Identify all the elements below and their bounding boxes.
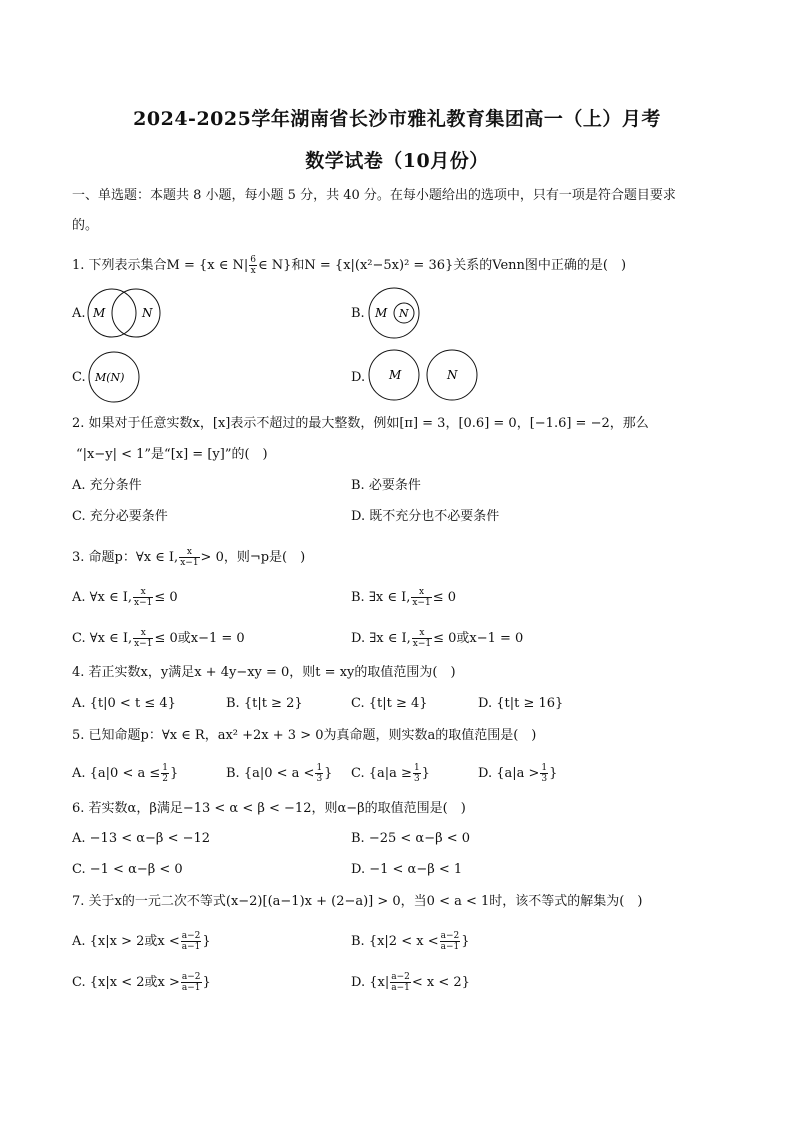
venn-b-label-m: M (375, 306, 388, 320)
section-instruction-cont: 的。 (72, 218, 99, 233)
q3-option-a-num: x (133, 587, 153, 598)
q6-option-a: A. −13 < α−β < −12 (72, 831, 211, 846)
venn-a-label-n: N (142, 306, 153, 320)
q3-option-a-part-b: ≤ 0 (154, 590, 178, 605)
section-instruction: 一、单选题：本题共 8 小题，每小题 5 分，共 40 分。在每小题给出的选项中，只有一项是符合题目要求 (72, 188, 676, 203)
exam-subtitle: 数学试卷（10月份） (305, 150, 489, 172)
question-2-stem: 2. 如果对于任意实数x，[x]表示不超过的最大整数，例如[π] = 3，[0.6] = 0，[−1.6] = −2，那么 (72, 416, 649, 431)
q1-stem-part-b: ∈ N}和N = {x|(x²−5x)² = 36}关系的Venn图中正确的是( ) (257, 258, 627, 273)
venn-a-label-m: M (93, 306, 106, 320)
q7-option-d-fraction (390, 972, 411, 993)
q3-option-d-den: x−1 (412, 639, 432, 649)
q5-option-b-part-a: B. {a|0 < a < (226, 766, 315, 781)
q7-option-d-part-a: D. {x| (351, 975, 390, 990)
q2-option-c: C. 充分必要条件 (72, 509, 168, 524)
q5-option-a-den: 2 (162, 774, 168, 784)
q3-option-d-fraction (412, 628, 432, 649)
q7-option-b-den: a−1 (440, 942, 460, 952)
q4-option-a: A. {t|0 < t ≤ 4} (72, 696, 176, 711)
q3-option-d-part-a: D. ∃x ∈ I, (351, 631, 411, 646)
q7-option-c (72, 972, 211, 993)
venn-diagram-b (368, 287, 424, 341)
q5-option-c-part-a: C. {a|a ≥ (351, 766, 412, 781)
q3-option-a-fraction (133, 587, 153, 608)
q2-option-b: B. 必要条件 (351, 478, 421, 493)
q5-option-b-part-b: } (324, 766, 333, 781)
q3-stem-part-b: > 0，则¬p是( ) (200, 550, 306, 565)
q1-stem-part-a: 1. 下列表示集合M = {x ∈ N| (72, 258, 249, 273)
q3-option-b-den: x−1 (412, 598, 431, 608)
q5-option-b-fraction (315, 763, 323, 784)
question-3-stem (72, 547, 305, 568)
venn-c-label-mn: M(N) (95, 371, 125, 384)
q3-fraction (179, 547, 199, 568)
q7-option-d-den: a−1 (391, 983, 410, 993)
q5-option-d-part-b: } (549, 766, 558, 781)
q3-option-c-den: x−1 (134, 639, 153, 649)
exam-title: 2024-2025学年湖南省长沙市雅礼教育集团高一（上）月考 (133, 108, 661, 130)
q5-option-c-den: 3 (413, 774, 420, 784)
q5-option-b (226, 763, 332, 784)
venn-diagram-a (86, 287, 166, 339)
q6-option-d: D. −1 < α−β < 1 (351, 862, 463, 877)
q5-option-d-part-a: D. {a|a > (478, 766, 540, 781)
q3-option-c (72, 628, 245, 649)
q1-option-b-label: B. (351, 306, 365, 321)
q4-option-d: D. {t|t ≥ 16} (478, 696, 564, 711)
q4-option-c: C. {t|t ≥ 4} (351, 696, 428, 711)
q5-option-a-fraction (161, 763, 169, 784)
q7-option-a-part-a: A. {x|x > 2或x < (72, 934, 180, 949)
q4-option-b: B. {t|t ≥ 2} (226, 696, 303, 711)
q7-option-b-part-b: } (461, 934, 470, 949)
q7-option-c-part-a: C. {x|x < 2或x > (72, 975, 180, 990)
q7-option-d (351, 972, 470, 993)
q3-option-b-num: x (411, 587, 431, 598)
q3-option-a (72, 587, 178, 608)
q3-option-d (351, 628, 523, 649)
q6-option-b: B. −25 < α−β < 0 (351, 831, 471, 846)
q7-option-d-num: a−2 (391, 972, 410, 982)
q3-option-a-part-a: A. ∀x ∈ I, (72, 590, 132, 605)
q5-option-c-fraction (413, 763, 421, 784)
q7-option-a-fraction (181, 931, 202, 952)
q3-option-c-num: x (133, 628, 153, 639)
q5-option-c-part-b: } (421, 766, 430, 781)
question-1-stem (72, 255, 626, 276)
q3-option-a-den: x−1 (134, 598, 153, 608)
question-6-stem: 6. 若实数α，β满足−13 < α < β < −12，则α−β的取值范围是( ) (72, 801, 466, 816)
q5-option-c-num: 1 (413, 763, 420, 773)
question-4-stem: 4. 若正实数x，y满足x + 4y−xy = 0，则t = xy的取值范围为( ) (72, 665, 456, 680)
q5-option-a-part-b: } (170, 766, 179, 781)
q7-option-b (351, 931, 470, 952)
q7-option-d-part-b: < x < 2} (411, 975, 470, 990)
venn-diagram-c (88, 351, 144, 405)
q3-option-b (351, 587, 456, 608)
q7-option-a (72, 931, 211, 952)
q2-option-d: D. 既不充分也不必要条件 (351, 509, 500, 524)
venn-b-label-n: N (399, 307, 409, 320)
q3-fraction-den: x−1 (180, 558, 199, 568)
q3-option-b-part-a: B. ∃x ∈ I, (351, 590, 411, 605)
q3-option-b-fraction (411, 587, 431, 608)
q3-option-b-part-b: ≤ 0 (432, 590, 456, 605)
q3-option-d-num: x (412, 628, 432, 639)
q1-fraction-num: 6 (250, 255, 256, 265)
q3-fraction-num: x (179, 547, 199, 558)
question-5-stem: 5. 已知命题p：∀x ∈ R，ax² +2x + 3 > 0为真命题，则实数a的取值范围是( ) (72, 728, 537, 743)
q5-option-a (72, 763, 178, 784)
q5-option-b-num: 1 (316, 763, 323, 773)
q1-option-c-label: C. (72, 370, 86, 385)
q7-option-b-fraction (440, 931, 461, 952)
q5-option-d (478, 763, 557, 784)
q3-option-c-fraction (133, 628, 153, 649)
q5-option-c (351, 763, 430, 784)
q5-option-d-num: 1 (541, 763, 548, 773)
q7-option-c-num: a−2 (181, 972, 201, 982)
q7-option-c-fraction (181, 972, 202, 993)
q5-option-d-fraction (540, 763, 548, 784)
q7-option-a-den: a−1 (181, 942, 201, 952)
q7-option-b-part-a: B. {x|2 < x < (351, 934, 439, 949)
q2-option-a: A. 充分条件 (72, 478, 142, 493)
q3-option-c-part-b: ≤ 0或x−1 = 0 (154, 631, 245, 646)
venn-d-label-m: M (389, 368, 402, 382)
q1-fraction-den: x (250, 266, 256, 276)
q7-option-a-part-b: } (202, 934, 211, 949)
q5-option-b-den: 3 (316, 774, 323, 784)
q3-option-d-part-b: ≤ 0或x−1 = 0 (433, 631, 524, 646)
q5-option-a-part-a: A. {a|0 < a ≤ (72, 766, 161, 781)
q3-stem-part-a: 3. 命题p：∀x ∈ I, (72, 550, 179, 565)
venn-diagram-d (368, 349, 480, 403)
q6-option-c: C. −1 < α−β < 0 (72, 862, 183, 877)
q1-fraction (249, 255, 257, 276)
q3-option-c-part-a: C. ∀x ∈ I, (72, 631, 133, 646)
q7-option-c-den: a−1 (181, 983, 201, 993)
venn-d-label-n: N (447, 368, 458, 382)
q1-option-a-label: A. (72, 306, 86, 321)
q7-option-a-num: a−2 (181, 931, 201, 941)
q1-option-d-label: D. (351, 370, 366, 385)
question-7-stem: 7. 关于x的一元二次不等式(x−2)[(a−1)x + (2−a)] > 0，当0 < a < 1时，该不等式的解集为( ) (72, 894, 643, 909)
q7-option-c-part-b: } (202, 975, 211, 990)
question-2-stem-cont: “|x−y| < 1”是“[x] = [y]”的( ) (76, 447, 268, 462)
q5-option-a-num: 1 (162, 763, 168, 773)
q5-option-d-den: 3 (541, 774, 548, 784)
q7-option-b-num: a−2 (440, 931, 460, 941)
